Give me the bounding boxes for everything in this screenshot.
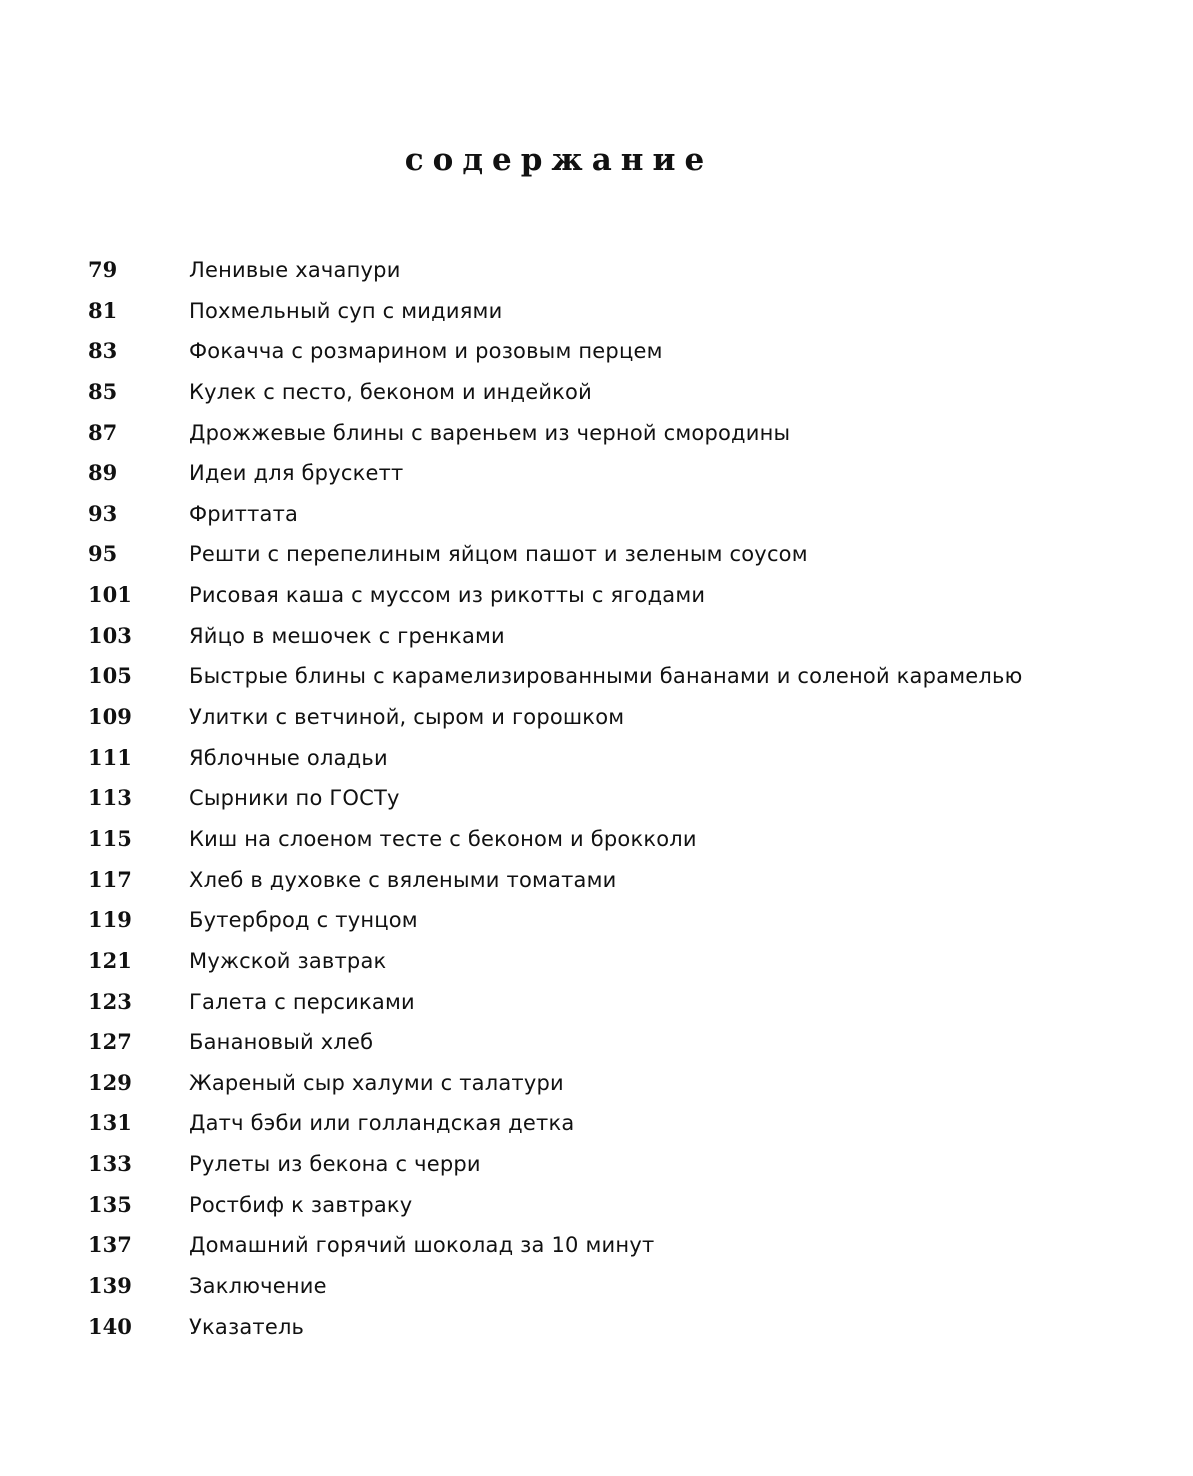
toc-entry [88, 697, 1088, 738]
toc-page-number: 93 [88, 500, 118, 526]
toc-entry-title: Рулеты из бекона с черри [189, 1152, 481, 1177]
toc-entry [88, 331, 1088, 372]
toc-entry [88, 819, 1088, 860]
toc-entry [88, 1103, 1088, 1144]
toc-page-number: 105 [88, 663, 132, 689]
toc-page-number: 131 [88, 1110, 132, 1136]
toc-entry [88, 1185, 1088, 1226]
toc-entry [88, 982, 1088, 1023]
toc-entry [88, 900, 1088, 941]
toc-entry-title: Яйцо в мешочек с гренками [189, 623, 505, 648]
toc-page-number: 135 [88, 1191, 132, 1217]
page-title: содержание [404, 142, 714, 178]
toc-page-number: 140 [88, 1313, 132, 1339]
toc-entry [88, 941, 1088, 982]
toc-page-number: 127 [88, 1029, 132, 1055]
toc-page-number: 139 [88, 1273, 132, 1299]
toc-entry [88, 413, 1088, 454]
toc-page-number: 103 [88, 622, 132, 648]
toc-page-number: 87 [88, 419, 118, 445]
toc-entry [88, 1144, 1088, 1185]
toc-entry-title: Жареный сыр халуми с талатури [189, 1070, 564, 1095]
toc-entry-title: Быстрые блины с карамелизированными бананами и соленой карамелью [189, 664, 1023, 689]
toc-page-number: 137 [88, 1232, 132, 1258]
toc-entry-title: Похмельный суп с мидиями [189, 298, 503, 323]
toc-entry [88, 616, 1088, 657]
toc-entry-title: Киш на слоеном тесте с беконом и брокколи [189, 826, 697, 851]
toc-page-number: 117 [88, 866, 132, 892]
toc-entry-title: Сырники по ГОСТу [189, 786, 400, 811]
toc-entry [88, 494, 1088, 535]
toc-entry-title: Идеи для брускетт [189, 461, 404, 486]
toc-entry [88, 1307, 1088, 1348]
toc-page-number: 101 [88, 582, 132, 608]
toc-entry-title: Датч бэби или голландская детка [189, 1111, 575, 1136]
toc-list [88, 250, 1088, 1347]
toc-entry-title: Решти с перепелиным яйцом пашот и зеленым соусом [189, 542, 808, 567]
toc-entry [88, 291, 1088, 332]
toc-entry [88, 1225, 1088, 1266]
toc-entry [88, 860, 1088, 901]
toc-entry-title: Улитки с ветчиной, сыром и горошком [189, 705, 625, 730]
toc-entry [88, 738, 1088, 779]
toc-page-number: 121 [88, 947, 132, 973]
toc-entry [88, 453, 1088, 494]
toc-entry [88, 656, 1088, 697]
toc-entry-title: Яблочные оладьи [189, 745, 388, 770]
toc-entry [88, 1266, 1088, 1307]
toc-page-number: 109 [88, 704, 132, 730]
toc-page-number: 81 [88, 297, 118, 323]
toc-entry-title: Ростбиф к завтраку [189, 1192, 413, 1217]
toc-entry-title: Рисовая каша с муссом из рикотты с ягодами [189, 583, 706, 608]
toc-page-number: 113 [88, 785, 132, 811]
toc-entry [88, 1063, 1088, 1104]
toc-entry [88, 778, 1088, 819]
toc-entry-title: Дрожжевые блины с вареньем из черной смородины [189, 420, 791, 445]
toc-entry [88, 534, 1088, 575]
toc-entry-title: Банановый хлеб [189, 1030, 374, 1055]
toc-page-number: 115 [88, 825, 132, 851]
toc-page-number: 89 [88, 460, 118, 486]
toc-page-number: 111 [88, 744, 132, 770]
toc-entry-title: Заключение [189, 1274, 327, 1299]
toc-page-number: 79 [88, 257, 118, 282]
toc-page-number: 133 [88, 1151, 132, 1177]
toc-entry-title: Галета с персиками [189, 989, 415, 1014]
toc-entry [88, 250, 1088, 291]
toc-entry [88, 575, 1088, 616]
toc-entry-title: Фокачча с розмарином и розовым перцем [189, 339, 663, 364]
toc-entry-title: Кулек с песто, беконом и индейкой [189, 379, 592, 404]
toc-entry-title: Бутерброд с тунцом [189, 908, 418, 933]
toc-page-number: 123 [88, 988, 132, 1014]
toc-page-number: 83 [88, 338, 118, 364]
toc-page-number: 119 [88, 907, 132, 933]
toc-page-number: 85 [88, 378, 118, 404]
toc-entry-title: Указатель [189, 1314, 305, 1339]
toc-entry [88, 1022, 1088, 1063]
toc-entry-title: Домашний горячий шоколад за 10 минут [189, 1233, 655, 1258]
toc-page-number: 129 [88, 1069, 132, 1095]
toc-entry-title: Хлеб в духовке с вялеными томатами [189, 867, 617, 892]
toc-entry-title: Мужской завтрак [189, 948, 387, 973]
toc-entry-title: Фриттата [189, 501, 299, 526]
toc-entry-title: Ленивые хачапури [189, 258, 401, 282]
toc-page-number: 95 [88, 541, 118, 567]
toc-entry [88, 372, 1088, 413]
